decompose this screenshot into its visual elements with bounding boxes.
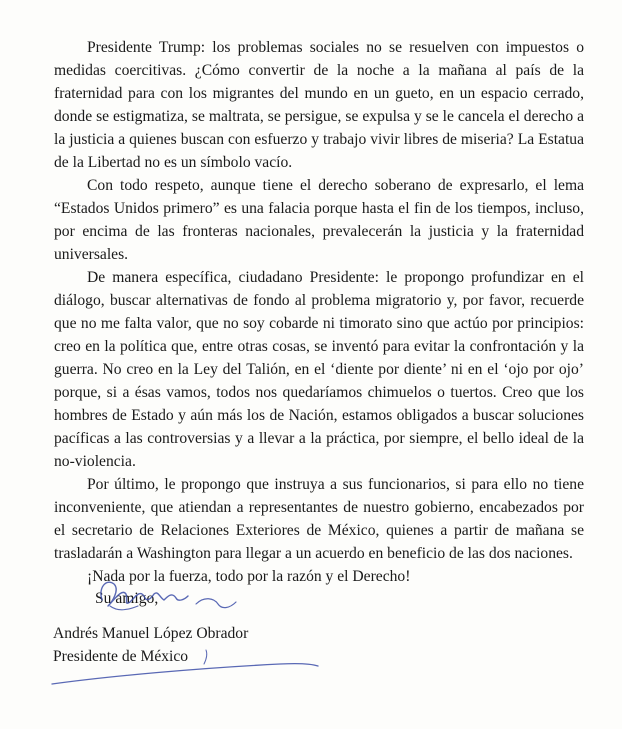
paragraph-5: ¡Nada por la fuerza, todo por la razón y el Derecho! <box>87 568 411 585</box>
signer-name: Andrés Manuel López Obrador <box>53 625 249 642</box>
letter-body <box>54 36 584 588</box>
paragraph-2: Con todo respeto, aunque tiene el derecho soberano de expresarlo, el lema “Estados Unidos primero” es una falacia porque hasta el fin de los tiempos, incluso, por encima de las fronteras nacionales, prevalecerán la justicia y la fraternidad universales. <box>54 177 584 263</box>
paragraph-1: Presidente Trump: los problemas sociales no se resuelven con impuestos o medidas coercitivas. ¿Cómo convertir de la noche a la mañana al país de la fraternidad para con los migrantes del mundo en un gueto, en un espacio cerrado, donde se estigmatiza, se maltrata, se persigue, se expulsa y se le cancela el derecho a la justicia a quienes buscan con esfuerzo y trabajo vivir libres de miseria? La Estatua de la Libertad no es un símbolo vacío. <box>54 39 584 171</box>
closing-salutation: Su amigo, <box>95 590 159 607</box>
signer-title: Presidente de México <box>53 648 189 665</box>
paragraph-4: Por último, le propongo que instruya a sus funcionarios, si para ello no tiene inconveniente, que atiendan a representantes de nuestro gobierno, encabezados por el secretario de Relaciones Exteriores de México, quienes a partir de mañana se trasladarán a Washington para llegar a un acuerdo en beneficio de las dos naciones. <box>54 476 584 562</box>
paragraph-3: De manera específica, ciudadano Presidente: le propongo profundizar en el diálogo, buscar alternativas de fondo al problema migratorio y, por favor, recuerde que no me falta valor, que no soy cobarde ni timorato sino que actúo por principios: creo en la política que, entre otras cosas, se inventó para evitar la confrontación y la guerra. No creo en la Ley del Talión, en el ‘diente por diente’ ni en el ‘ojo por ojo’ porque, si a ésas vamos, todos nos quedaríamos chimuelos o tuertos. Creo que los hombres de Estado y aún más los de Nación, estamos obligados a buscar soluciones pacíficas a las controversias y a llevar a la práctica, por siempre, el bello ideal de la no-violencia. <box>54 269 584 470</box>
